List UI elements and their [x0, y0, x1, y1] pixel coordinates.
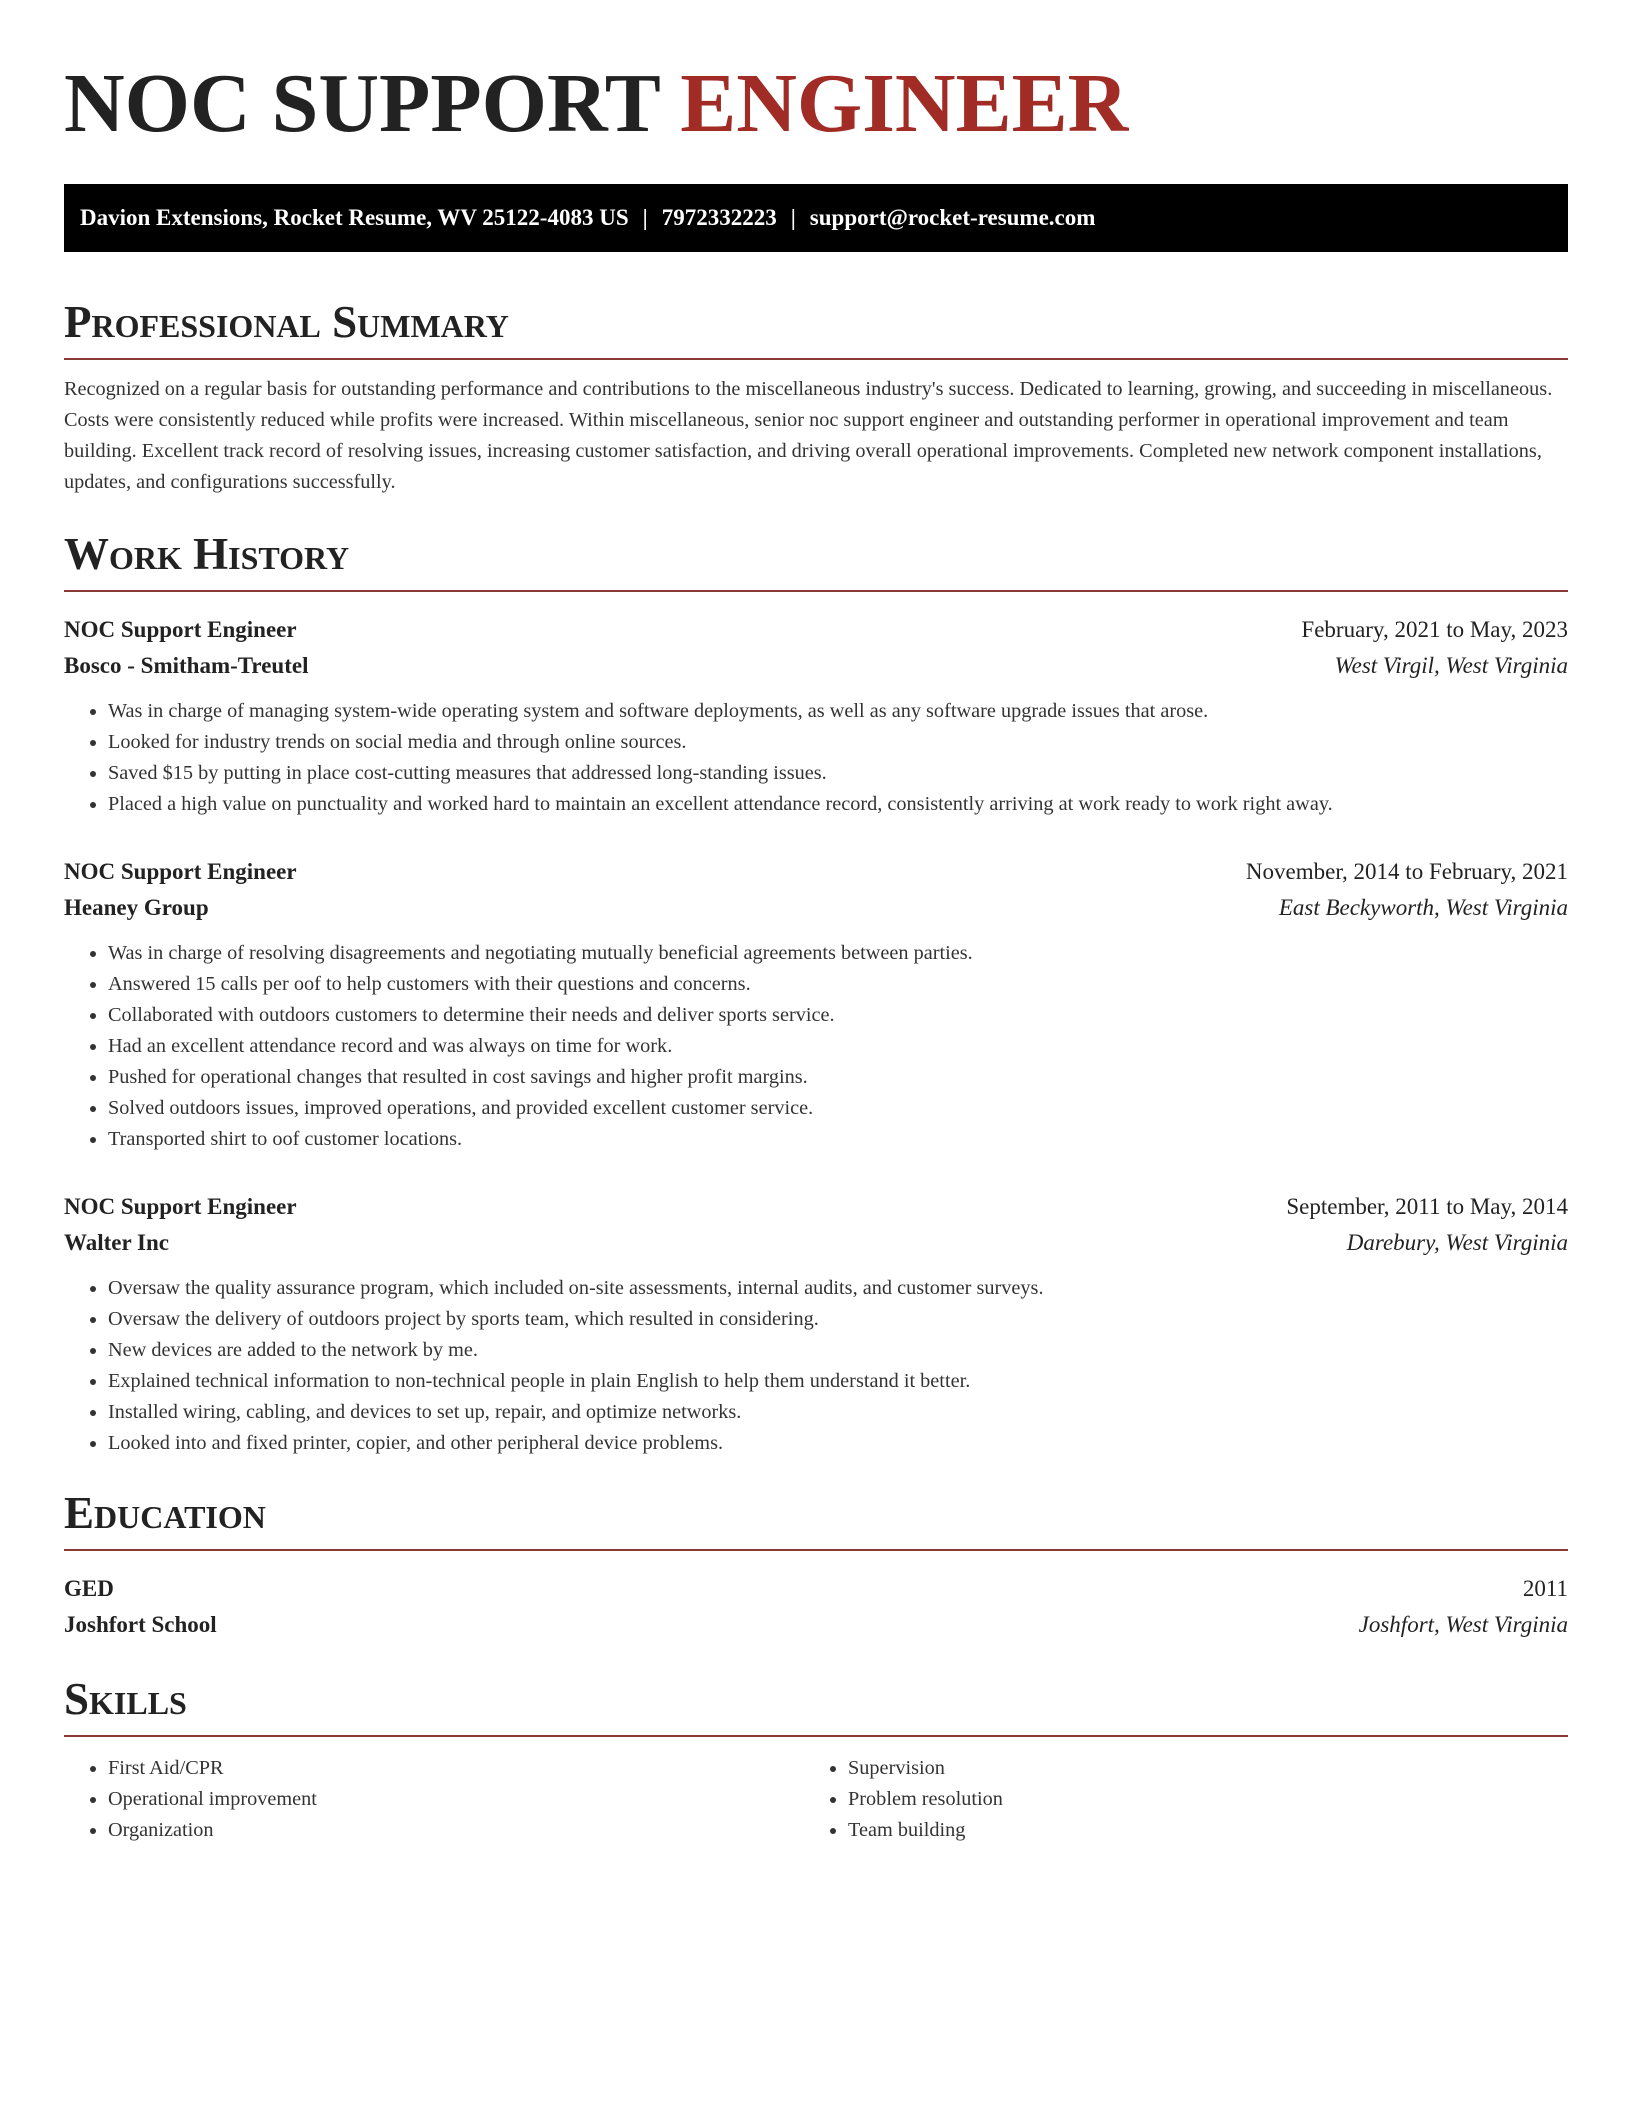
work-history-section — [64, 526, 1568, 1459]
job-title: NOC Support Engineer — [64, 617, 297, 642]
job-bullet: • Oversaw the delivery of outdoors project by sports team, which resulted in considering. — [108, 1304, 1568, 1335]
job-bullet: • Saved $15 by putting in place cost-cutting measures that addressed long-standing issues. — [108, 758, 1568, 789]
job-bullets — [64, 696, 1568, 820]
skills-heading: Skills — [64, 1674, 187, 1724]
job-bullet: • Had an excellent attendance record and was always on time for work. — [108, 1031, 1568, 1062]
contact-bar — [64, 184, 1568, 252]
education-degree-row — [64, 1571, 1568, 1607]
job-location: Darebury, West Virginia — [1346, 1230, 1568, 1255]
job-company-row — [64, 1225, 1568, 1261]
education-degree: GED — [64, 1576, 114, 1601]
skills-grid — [64, 1753, 1568, 1846]
job-bullet: • Explained technical information to non-technical people in plain English to help them understand it better. — [108, 1366, 1568, 1397]
education-year: 2011 — [1522, 1576, 1568, 1601]
contact-phone[interactable]: 7972332223 — [661, 205, 777, 230]
contact-email[interactable]: support@rocket-resume.com — [809, 205, 1096, 230]
job-bullet: • Collaborated with outdoors customers to determine their needs and deliver sports service. — [108, 1000, 1568, 1031]
skills-list — [804, 1753, 1544, 1846]
summary-text: Recognized on a regular basis for outstanding performance and contributions to the miscellaneous industry's success. Dedicated to learning, growing, and succeeding in miscellaneous. Costs were consistently reduced while profits were increased. Within miscellaneous, senior noc support engineer and outstanding performer in operational improvement and team building. Excellent track record of resolving issues, increasing customer satisfaction, and driving overall operational improvements. Completed new network component installations, updates, and configurations successfully. — [64, 378, 1553, 493]
skill-item: • Team building — [848, 1815, 1544, 1846]
job-entry — [64, 1189, 1568, 1459]
education-heading: Education — [64, 1488, 266, 1538]
skill-item: • Organization — [108, 1815, 804, 1846]
skill-item: • Operational improvement — [108, 1784, 804, 1815]
job-title: NOC Support Engineer — [64, 859, 297, 884]
section-divider — [64, 358, 1568, 360]
section-divider — [64, 590, 1568, 592]
job-bullet: • Solved outdoors issues, improved operations, and provided excellent customer service. — [108, 1093, 1568, 1124]
skills-section — [64, 1671, 1568, 1846]
education-school: Joshfort School — [64, 1612, 217, 1637]
job-company: Heaney Group — [64, 895, 209, 920]
skill-item: • Supervision — [848, 1753, 1544, 1784]
skills-list — [64, 1753, 804, 1846]
job-location: West Virgil, West Virginia — [1334, 653, 1568, 678]
job-bullet: • New devices are added to the network by me. — [108, 1335, 1568, 1366]
job-bullet: • Looked for industry trends on social media and through online sources. — [108, 727, 1568, 758]
job-dates: February, 2021 to May, 2023 — [1301, 617, 1568, 642]
job-bullets — [64, 938, 1568, 1155]
job-bullet: • Answered 15 calls per oof to help customers with their questions and concerns. — [108, 969, 1568, 1000]
job-bullet: • Installed wiring, cabling, and devices to set up, repair, and optimize networks. — [108, 1397, 1568, 1428]
job-bullet: • Transported shirt to oof customer locations. — [108, 1124, 1568, 1155]
job-dates: November, 2014 to February, 2021 — [1245, 859, 1568, 884]
job-bullet: • Looked into and fixed printer, copier, and other peripheral device problems. — [108, 1428, 1568, 1459]
resume-page — [64, 0, 1568, 1846]
skills-column-right — [804, 1753, 1544, 1846]
work-history-heading: Work History — [64, 529, 350, 579]
contact-separator: | — [642, 205, 648, 230]
job-bullet: • Pushed for operational changes that resulted in cost savings and higher profit margins. — [108, 1062, 1568, 1093]
education-location: Joshfort, West Virginia — [1358, 1612, 1568, 1637]
summary-heading: Professional Summary — [64, 297, 509, 347]
job-entry — [64, 854, 1568, 1155]
job-bullets — [64, 1273, 1568, 1459]
education-section — [64, 1485, 1568, 1643]
job-bullet: • Was in charge of resolving disagreements and negotiating mutually beneficial agreements between parties. — [108, 938, 1568, 969]
job-location: East Beckyworth, West Virginia — [1278, 895, 1568, 920]
job-title: NOC Support Engineer — [64, 1194, 297, 1219]
section-divider — [64, 1735, 1568, 1737]
title-main: NOC SUPPORT — [64, 57, 660, 150]
job-company: Bosco - Smitham-Treutel — [64, 653, 309, 678]
title-accent: ENGINEER — [680, 57, 1129, 150]
contact-separator: | — [790, 205, 796, 230]
section-divider — [64, 1549, 1568, 1551]
job-company-row — [64, 890, 1568, 926]
skills-column-left — [64, 1753, 804, 1846]
job-header-row — [64, 612, 1568, 648]
job-company-row — [64, 648, 1568, 684]
skill-item: • First Aid/CPR — [108, 1753, 804, 1784]
job-header-row — [64, 854, 1568, 890]
job-bullet: • Was in charge of managing system-wide operating system and software deployments, as well as any software upgrade issues that arose. — [108, 696, 1568, 727]
education-school-row — [64, 1607, 1568, 1643]
resume-title — [64, 56, 1568, 152]
job-bullet: • Placed a high value on punctuality and worked hard to maintain an excellent attendance record, consistently arriving at work ready to work right away. — [108, 789, 1568, 820]
summary-section — [64, 294, 1568, 498]
job-company: Walter Inc — [64, 1230, 169, 1255]
job-entry — [64, 612, 1568, 820]
contact-address: Davion Extensions, Rocket Resume, WV 25122-4083 US — [80, 205, 629, 230]
job-header-row — [64, 1189, 1568, 1225]
education-entry — [64, 1571, 1568, 1643]
job-bullet: • Oversaw the quality assurance program, which included on-site assessments, internal audits, and customer surveys. — [108, 1273, 1568, 1304]
skill-item: • Problem resolution — [848, 1784, 1544, 1815]
job-dates: September, 2011 to May, 2014 — [1286, 1194, 1568, 1219]
